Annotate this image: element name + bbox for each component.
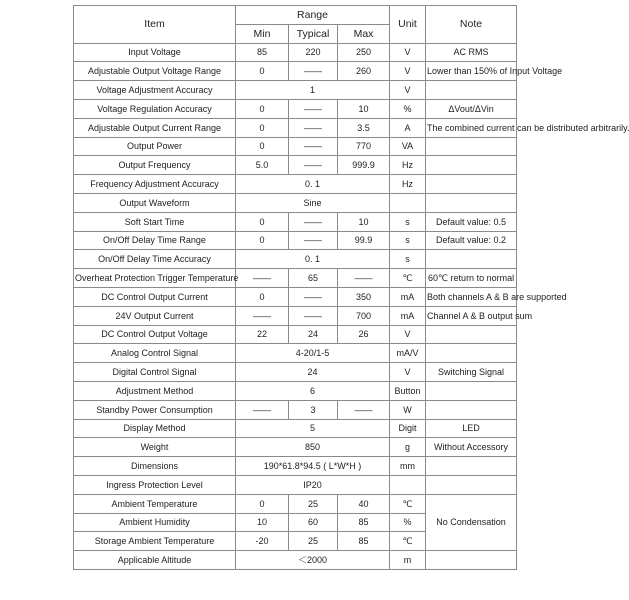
- item-cell: On/Off Delay Time Range: [74, 231, 236, 250]
- table-row: [74, 193, 517, 212]
- item-cell: Adjustable Output Voltage Range: [74, 62, 236, 81]
- note-cell: Both channels A & B are supported: [426, 287, 517, 306]
- table-row: [74, 287, 517, 306]
- unit-cell: [390, 475, 426, 494]
- typical-cell: ——: [289, 231, 338, 250]
- note-cell: [426, 250, 517, 269]
- unit-cell: mA: [390, 287, 426, 306]
- note-cell: [426, 344, 517, 363]
- note-cell: ΔVout/ΔVin: [426, 99, 517, 118]
- note-cell: [426, 551, 517, 570]
- min-cell: ——: [236, 400, 289, 419]
- note-cell: [426, 475, 517, 494]
- table-row: [74, 43, 517, 62]
- min-cell: 0: [236, 99, 289, 118]
- range-value-cell: 5: [236, 419, 390, 438]
- item-cell: Ambient Humidity: [74, 513, 236, 532]
- min-cell: 0: [236, 494, 289, 513]
- item-cell: Output Power: [74, 137, 236, 156]
- range-value-cell: 24: [236, 363, 390, 382]
- table-row: [74, 344, 517, 363]
- min-cell: ——: [236, 269, 289, 288]
- note-cell: Switching Signal: [426, 363, 517, 382]
- header-max: Max: [338, 24, 390, 43]
- table-row: [74, 306, 517, 325]
- table-row: [74, 231, 517, 250]
- item-cell: Standby Power Consumption: [74, 400, 236, 419]
- item-cell: Ambient Temperature: [74, 494, 236, 513]
- typical-cell: 65: [289, 269, 338, 288]
- note-cell: [426, 400, 517, 419]
- typical-cell: 60: [289, 513, 338, 532]
- table-row: [74, 457, 517, 476]
- item-cell: Output Waveform: [74, 193, 236, 212]
- note-cell: Default value: 0.2: [426, 231, 517, 250]
- typical-cell: 25: [289, 494, 338, 513]
- max-cell: 999.9: [338, 156, 390, 175]
- min-cell: 0: [236, 212, 289, 231]
- typical-cell: ——: [289, 306, 338, 325]
- typical-cell: ——: [289, 99, 338, 118]
- note-cell: [426, 175, 517, 194]
- unit-cell: %: [390, 99, 426, 118]
- unit-cell: Hz: [390, 156, 426, 175]
- unit-cell: ℃: [390, 269, 426, 288]
- note-cell: [426, 156, 517, 175]
- spec-table-body: [74, 43, 629, 569]
- min-cell: ——: [236, 306, 289, 325]
- typical-cell: ——: [289, 137, 338, 156]
- typical-cell: 24: [289, 325, 338, 344]
- item-cell: Overheat Protection Trigger Temperature: [74, 269, 236, 288]
- max-cell: 85: [338, 532, 390, 551]
- item-cell: Weight: [74, 438, 236, 457]
- table-row: [74, 269, 517, 288]
- table-row: [74, 212, 517, 231]
- item-cell: Storage Ambient Temperature: [74, 532, 236, 551]
- typical-cell: ——: [289, 287, 338, 306]
- note-cell: [426, 137, 517, 156]
- max-cell: 85: [338, 513, 390, 532]
- max-cell: 350: [338, 287, 390, 306]
- note-cell: LED: [426, 419, 517, 438]
- typical-cell: ——: [289, 156, 338, 175]
- note-cell: 60℃ return to normal: [426, 269, 517, 288]
- item-cell: Voltage Adjustment Accuracy: [74, 81, 236, 100]
- item-cell: Output Frequency: [74, 156, 236, 175]
- header-min: Min: [236, 24, 289, 43]
- table-row: [74, 81, 517, 100]
- unit-cell: Hz: [390, 175, 426, 194]
- table-row: [74, 118, 517, 137]
- max-cell: 770: [338, 137, 390, 156]
- item-cell: Dimensions: [74, 457, 236, 476]
- item-cell: Applicable Altitude: [74, 551, 236, 570]
- max-cell: 260: [338, 62, 390, 81]
- table-row: [74, 381, 517, 400]
- unit-cell: [390, 193, 426, 212]
- header-note: Note: [426, 6, 517, 44]
- range-value-cell: 4-20/1-5: [236, 344, 390, 363]
- table-row: [74, 137, 517, 156]
- max-cell: 700: [338, 306, 390, 325]
- min-cell: 0: [236, 62, 289, 81]
- note-cell: [426, 193, 517, 212]
- min-cell: 0: [236, 137, 289, 156]
- note-cell: Lower than 150% of Input Voltage: [426, 62, 517, 81]
- range-value-cell: 0. 1: [236, 250, 390, 269]
- typical-cell: 220: [289, 43, 338, 62]
- item-cell: Ingress Protection Level: [74, 475, 236, 494]
- max-cell: 10: [338, 99, 390, 118]
- unit-cell: s: [390, 250, 426, 269]
- note-cell: [426, 81, 517, 100]
- note-cell: AC RMS: [426, 43, 517, 62]
- min-cell: 22: [236, 325, 289, 344]
- note-cell-merged: No Condensation: [426, 494, 517, 550]
- header-unit: Unit: [390, 6, 426, 44]
- unit-cell: V: [390, 81, 426, 100]
- max-cell: ——: [338, 400, 390, 419]
- header-range: Range: [236, 6, 390, 25]
- unit-cell: V: [390, 325, 426, 344]
- min-cell: 0: [236, 118, 289, 137]
- note-cell: Channel A & B output sum: [426, 306, 517, 325]
- table-row: [74, 551, 517, 570]
- note-cell: Default value: 0.5: [426, 212, 517, 231]
- table-row: [74, 475, 517, 494]
- note-cell: Without Accessory: [426, 438, 517, 457]
- unit-cell: mA: [390, 306, 426, 325]
- typical-cell: ——: [289, 118, 338, 137]
- unit-cell: %: [390, 513, 426, 532]
- table-row: [74, 325, 517, 344]
- unit-cell: V: [390, 43, 426, 62]
- min-cell: 10: [236, 513, 289, 532]
- header-typical: Typical: [289, 24, 338, 43]
- table-row: [74, 438, 517, 457]
- table-row: [74, 62, 517, 81]
- min-cell: 5.0: [236, 156, 289, 175]
- item-cell: Frequency Adjustment Accuracy: [74, 175, 236, 194]
- unit-cell: ℃: [390, 532, 426, 551]
- table-row: [74, 175, 517, 194]
- range-value-cell: 850: [236, 438, 390, 457]
- item-cell: Soft Start Time: [74, 212, 236, 231]
- range-value-cell: IP20: [236, 475, 390, 494]
- item-cell: DC Control Output Voltage: [74, 325, 236, 344]
- note-cell: [426, 457, 517, 476]
- unit-cell: V: [390, 363, 426, 382]
- max-cell: 10: [338, 212, 390, 231]
- unit-cell: Digit: [390, 419, 426, 438]
- table-row: [74, 400, 517, 419]
- unit-cell: VA: [390, 137, 426, 156]
- spec-table: [73, 5, 629, 570]
- item-cell: Analog Control Signal: [74, 344, 236, 363]
- table-row: [74, 250, 517, 269]
- max-cell: 250: [338, 43, 390, 62]
- typical-cell: ——: [289, 212, 338, 231]
- unit-cell: mA/V: [390, 344, 426, 363]
- item-cell: Adjustment Method: [74, 381, 236, 400]
- max-cell: 40: [338, 494, 390, 513]
- max-cell: ——: [338, 269, 390, 288]
- typical-cell: 25: [289, 532, 338, 551]
- min-cell: 85: [236, 43, 289, 62]
- header-item: Item: [74, 6, 236, 44]
- range-value-cell: ＜2000: [236, 551, 390, 570]
- unit-cell: m: [390, 551, 426, 570]
- range-value-cell: 1: [236, 81, 390, 100]
- typical-cell: 3: [289, 400, 338, 419]
- max-cell: 99.9: [338, 231, 390, 250]
- typical-cell: ——: [289, 62, 338, 81]
- min-cell: 0: [236, 287, 289, 306]
- item-cell: Digital Control Signal: [74, 363, 236, 382]
- item-cell: On/Off Delay Time Accuracy: [74, 250, 236, 269]
- unit-cell: mm: [390, 457, 426, 476]
- min-cell: 0: [236, 231, 289, 250]
- unit-cell: A: [390, 118, 426, 137]
- range-value-cell: 6: [236, 381, 390, 400]
- table-row: [74, 419, 517, 438]
- unit-cell: g: [390, 438, 426, 457]
- note-cell: The combined current can be distributed arbitrarily.: [426, 118, 517, 137]
- max-cell: 26: [338, 325, 390, 344]
- unit-cell: V: [390, 62, 426, 81]
- unit-cell: W: [390, 400, 426, 419]
- note-cell: [426, 381, 517, 400]
- item-cell: DC Control Output Current: [74, 287, 236, 306]
- range-value-cell: 0. 1: [236, 175, 390, 194]
- min-cell: -20: [236, 532, 289, 551]
- unit-cell: Button: [390, 381, 426, 400]
- max-cell: 3.5: [338, 118, 390, 137]
- item-cell: 24V Output Current: [74, 306, 236, 325]
- item-cell: Input Voltage: [74, 43, 236, 62]
- unit-cell: s: [390, 231, 426, 250]
- item-cell: Voltage Regulation Accuracy: [74, 99, 236, 118]
- item-cell: Adjustable Output Current Range: [74, 118, 236, 137]
- range-value-cell: Sine: [236, 193, 390, 212]
- table-row: [74, 363, 517, 382]
- range-value-cell: 190*61.8*94.5 ( L*W*H ): [236, 457, 390, 476]
- table-row: [74, 494, 517, 513]
- header-row: [74, 6, 517, 25]
- note-cell: [426, 325, 517, 344]
- unit-cell: s: [390, 212, 426, 231]
- table-row: [74, 99, 517, 118]
- table-row: [74, 156, 517, 175]
- unit-cell: ℃: [390, 494, 426, 513]
- item-cell: Display Method: [74, 419, 236, 438]
